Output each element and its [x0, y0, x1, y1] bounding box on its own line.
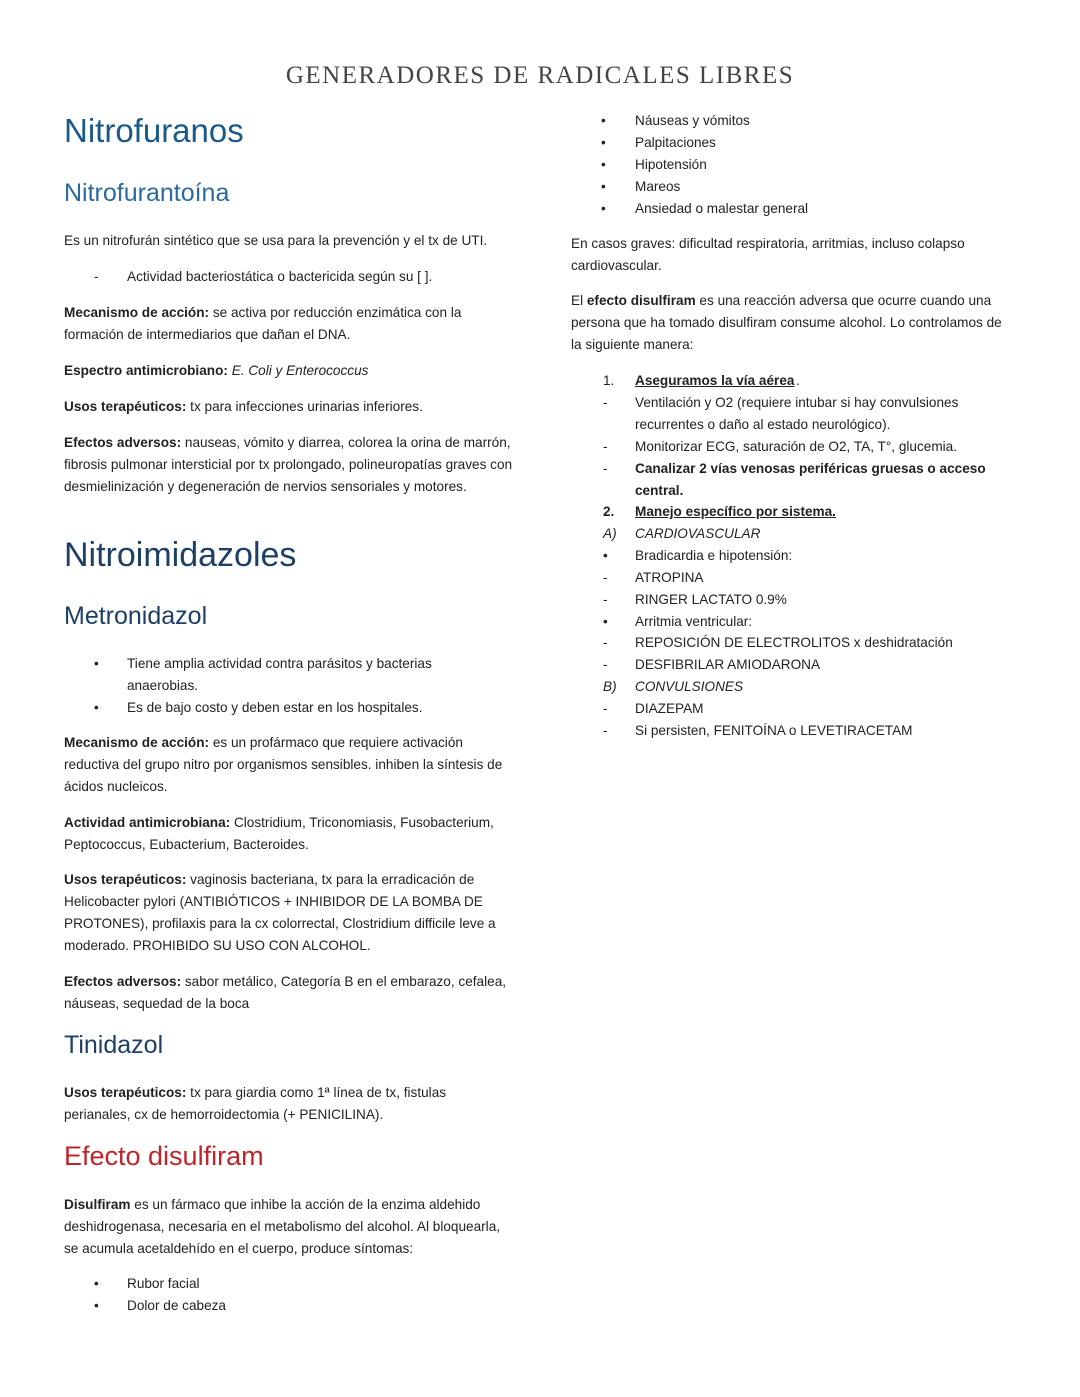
step-number: 1.	[603, 373, 615, 388]
dash-bullet: -	[603, 461, 608, 476]
list-item: - Ventilación y O2 (requiere intubar si hay convulsiones recurrentes o daño al estado neurológico).	[603, 392, 1003, 436]
dash-bullet: -	[603, 570, 608, 585]
section-marker: B)	[603, 679, 617, 694]
section-marker: A)	[603, 526, 617, 541]
subheading-metronidazol: Metronidazol	[64, 602, 208, 630]
nitrofurantoina-uses: Usos terapéuticos: tx para infecciones urinarias inferiores.	[64, 399, 423, 414]
bullet: •	[94, 656, 99, 671]
severe-cases-text: En casos graves: dificultad respiratoria, arritmias, incluso colapso cardiovascular.	[571, 236, 965, 273]
disulfiram-intro: Disulfiram es un fármaco que inhibe la acción de la enzima aldehido deshidrogenasa, necesaria en el metabolismo del alcohol. Al bloquearla, se acumula acetaldehído en el cuerpo, produce síntomas:	[64, 1197, 501, 1256]
list-item: - Canalizar 2 vías venosas periféricas gruesas o acceso central.	[603, 458, 1003, 502]
bullet: •	[601, 113, 606, 128]
heading-nitroimidazoles: Nitroimidazoles	[64, 536, 297, 574]
metronidazol-mechanism: Mecanismo de acción: es un profármaco que requiere activación reductiva del grupo nitro por organismos sensibles. inhiben la síntesis de ácidos nucleicos.	[64, 735, 503, 794]
dash-bullet: -	[603, 592, 608, 607]
nitrofurantoina-adverse: Efectos adversos: nauseas, vómito y diarrea, colorea la orina de marrón, fibrosis pulmonar intersticial por tx prolongado, polineuropatías graves con desmielinización y degeneración de nervios sensoriales y motores.	[64, 435, 513, 494]
dash-bullet: -	[603, 723, 608, 738]
nitrofurantoina-mechanism: Mecanismo de acción: se activa por reducción enzimática con la formación de intermediarios que dañan el DNA.	[64, 305, 462, 342]
dash-bullet: -	[94, 269, 99, 284]
bullet: •	[94, 1298, 99, 1313]
dash-bullet: -	[603, 635, 608, 650]
dash-bullet: -	[603, 657, 608, 672]
page-title: GENERADORES DE RADICALES LIBRES	[285, 62, 795, 89]
metronidazol-adverse: Efectos adversos: sabor metálico, Categoría B en el embarazo, cefalea, náuseas, sequedad de la boca	[64, 974, 507, 1011]
subheading-tinidazol: Tinidazol	[64, 1031, 164, 1059]
metronidazol-activity: Actividad antimicrobiana: Clostridium, Triconomiasis, Fusobacterium, Peptococcus, Eubacterium, Bacteroides.	[64, 815, 494, 852]
bullet: •	[601, 179, 606, 194]
bullet: •	[601, 201, 606, 216]
tinidazol-uses: Usos terapéuticos: tx para giardia como 1ª línea de tx, fistulas perianales, cx de hemorroidectomia (+ PENICILINA).	[64, 1085, 447, 1122]
dash-bullet: -	[603, 439, 608, 454]
bullet: •	[603, 614, 608, 629]
bullet: •	[601, 135, 606, 150]
nitrofurantoina-intro: Es un nitrofurán sintético que se usa para la prevención y el tx de UTI.	[64, 233, 488, 248]
dash-bullet: -	[603, 395, 608, 410]
heading-nitrofuranos: Nitrofuranos	[64, 112, 244, 149]
subheading-nitrofurantoina: Nitrofurantoína	[64, 179, 230, 207]
step-number: 2.	[603, 504, 615, 519]
nitrofurantoina-spectrum: Espectro antimicrobiano: E. Coli y Enterococcus	[64, 363, 369, 378]
metronidazol-uses: Usos terapéuticos: vaginosis bacteriana, tx para la erradicación de Helicobacter pylori (ANTIBIÓTICOS + INHIBIDOR DE LA BOMBA DE PROTONES), profilaxis para la cx colorrectal, Clostridium difficile leve a moderado. PROHIBIDO SU USO CON ALCOHOL.	[64, 872, 496, 953]
bullet: •	[94, 700, 99, 715]
bullet: •	[603, 548, 608, 563]
list-item: • Tiene amplia actividad contra parásitos y bacterias anaerobias.	[94, 653, 514, 697]
heading-efecto-disulfiram: Efecto disulfiram	[64, 1141, 264, 1171]
bullet: •	[94, 1276, 99, 1291]
dash-bullet: -	[603, 701, 608, 716]
bullet: •	[601, 157, 606, 172]
effect-description: El efecto disulfiram es una reacción adversa que ocurre cuando una persona que ha tomado disulfiram consume alcohol. Lo controlamos de la siguiente manera:	[571, 293, 1002, 352]
